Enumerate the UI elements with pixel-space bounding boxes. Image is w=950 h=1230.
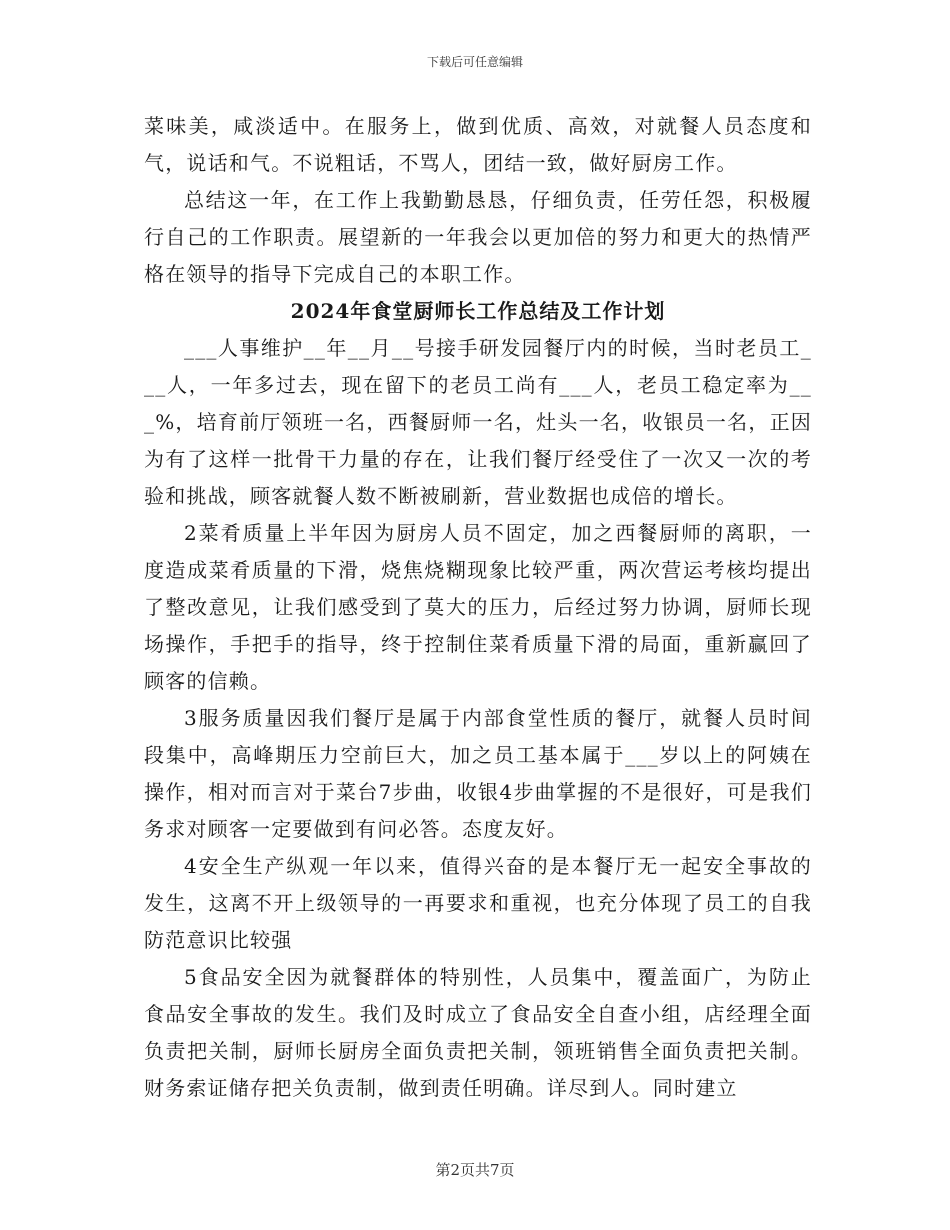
paragraph-continued: 菜味美，咸淡适中。在服务上，做到优质、高效，对就餐人员态度和气，说话和气。不说粗话，不骂人，团结一致，做好厨房工作。 <box>144 114 812 175</box>
paragraph-service-quality: 3服务质量因我们餐厅是属于内部食堂性质的餐厅，就餐人员时间段集中，高峰期压力空前巨大，加之员工基本属于___岁以上的阿姨在操作，相对而言对于菜台7步曲，收银4步曲掌握的不是很好，可是我们务求对顾客一定要做到有问必答。态度友好。 <box>144 706 812 841</box>
paragraph-dish-quality: 2菜肴质量上半年因为厨房人员不固定，加之西餐厨师的离职，一度造成菜肴质量的下滑，烧焦烧糊现象比较严重，两次营运考核均提出了整改意见，让我们感受到了莫大的压力，后经过努力协调，厨师长现场操作，手把手的指导，终于控制住菜肴质量下滑的局面，重新赢回了顾客的信赖。 <box>144 521 812 693</box>
section-title: 2024年食堂厨师长工作总结及工作计划 <box>290 299 666 323</box>
paragraph-personnel: ___人事维护__年__月__号接手研发园餐厅内的时候，当时老员工___人，一年多过去，现在留下的老员工尚有___人，老员工稳定率为___%，培育前厅领班一名，西餐厨师一名，灶头一名，收银员一名，正因为有了这样一批骨干力量的存在，让我们餐厅经受住了一次又一次的考验和挑战，顾客就餐人数不断被刷新，营业数据也成倍的增长。 <box>144 336 812 508</box>
page-header-note: 下载后可任意编辑 <box>426 55 523 69</box>
document-body <box>144 108 812 1107</box>
paragraph-food-safety: 5食品安全因为就餐群体的特别性，人员集中，覆盖面广，为防止食品安全事故的发生。我们及时成立了食品安全自查小组，店经理全面负责把关制，厨师长厨房全面负责把关制，领班销售全面负责把关制。财务索证储存把关负责制，做到责任明确。详尽到人。同时建立 <box>144 965 812 1100</box>
paragraph-safety-production: 4安全生产纵观一年以来，值得兴奋的是本餐厅无一起安全事故的发生，这离不开上级领导的一再要求和重视，也充分体现了员工的自我防范意识比较强 <box>144 854 812 952</box>
paragraph-summary: 总结这一年，在工作上我勤勤恳恳，仔细负责，任劳任怨，积极履行自己的工作职责。展望新的一年我会以更加倍的努力和更大的热情严格在领导的指导下完成自己的本职工作。 <box>144 188 812 286</box>
page-number: 第2页共7页 <box>435 1161 515 1179</box>
